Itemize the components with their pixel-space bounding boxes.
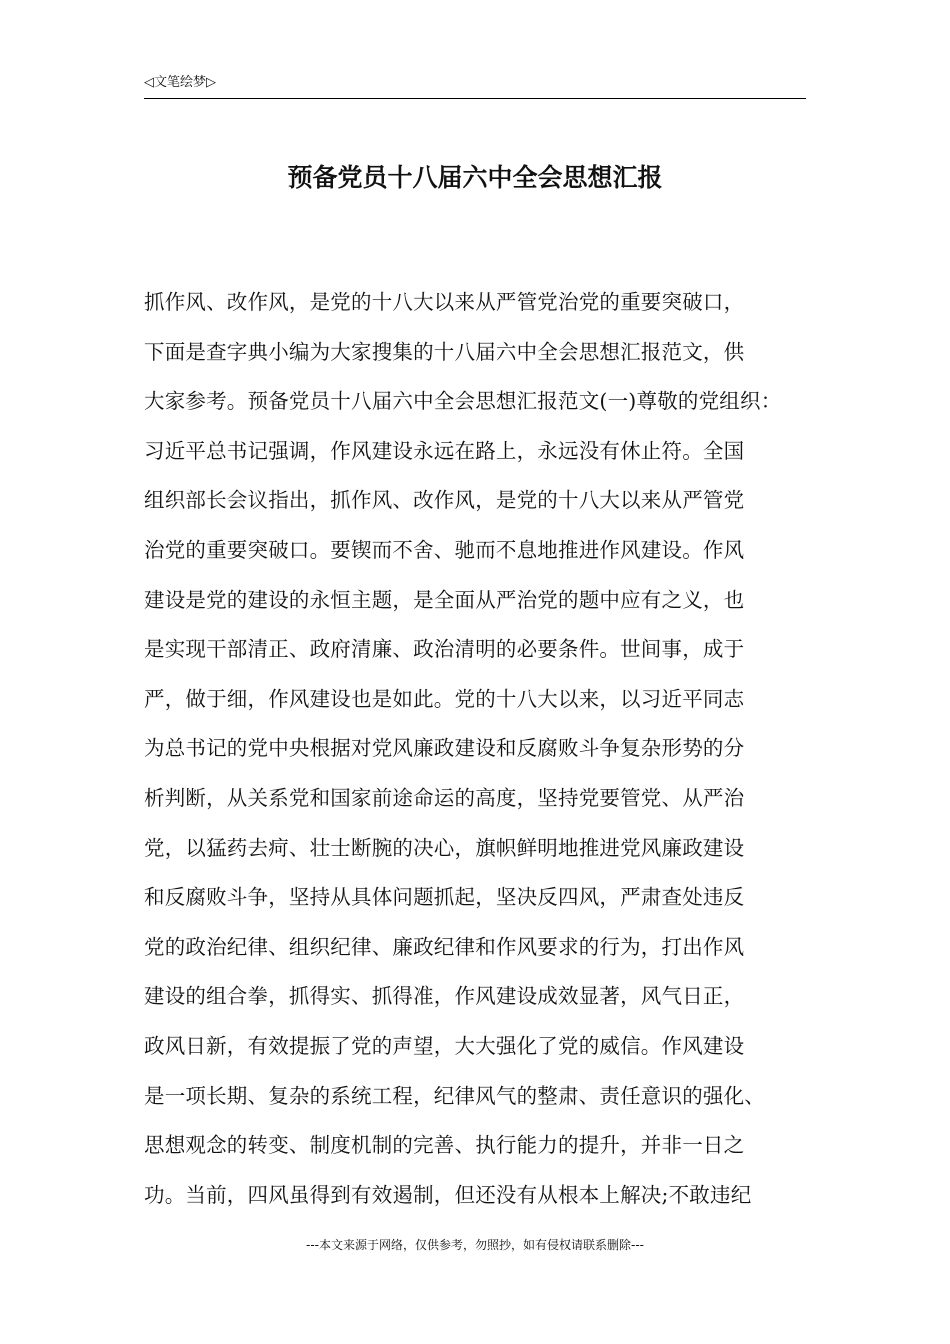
body-line: 大家参考。预备党员十八届六中全会思想汇报范文(一)尊敬的党组织：	[144, 389, 782, 414]
body-line: 析判断，从关系党和国家前途命运的高度，坚持党要管党、从严治	[144, 785, 745, 810]
body-line: 严，做于细，作风建设也是如此。党的十八大以来，以习近平同志	[144, 686, 745, 711]
page-header	[144, 74, 806, 99]
document-body	[144, 282, 824, 1224]
body-line: 治党的重要突破口。要锲而不舍、驰而不息地推进作风建设。作风	[144, 537, 745, 562]
body-line: 政风日新，有效提振了党的声望，大大强化了党的威信。作风建设	[144, 1033, 745, 1058]
body-line: 是一项长期、复杂的系统工程，纪律风气的整肃、责任意识的强化、	[144, 1083, 765, 1108]
body-line: 建设的组合拳，抓得实、抓得准，作风建设成效显著，风气日正，	[144, 984, 745, 1009]
body-line: 和反腐败斗争，坚持从具体问题抓起，坚决反四风，严肃查处违反	[144, 885, 745, 910]
body-line: 组织部长会议指出，抓作风、改作风，是党的十八大以来从严管党	[144, 488, 745, 513]
body-line: 思想观念的转变、制度机制的完善、执行能力的提升，并非一日之	[144, 1133, 745, 1158]
document-title: 预备党员十八届六中全会思想汇报	[287, 163, 663, 192]
body-line: 党，以猛药去疴、壮士断腕的决心，旗帜鲜明地推进党风廉政建设	[144, 835, 745, 860]
body-line: 建设是党的建设的永恒主题，是全面从严治党的题中应有之义，也	[144, 587, 745, 612]
body-line: 功。当前，四风虽得到有效遏制，但还没有从根本上解决;不敢违纪	[144, 1182, 752, 1207]
body-line: 党的政治纪律、组织纪律、廉政纪律和作风要求的行为，打出作风	[144, 934, 745, 959]
body-line: 抓作风、改作风，是党的十八大以来从严管党治党的重要突破口，	[144, 290, 745, 314]
body-line: 是实现干部清正、政府清廉、政治清明的必要条件。世间事，成于	[144, 637, 745, 662]
body-line: 下面是查字典小编为大家搜集的十八届六中全会思想汇报范文，供	[144, 339, 745, 364]
header-brand-text: ◁文笔绘梦▷	[144, 75, 216, 90]
body-line: 习近平总书记强调，作风建设永远在路上，永远没有休止符。全国	[144, 438, 745, 463]
body-line: 为总书记的党中央根据对党风廉政建设和反腐败斗争复杂形势的分	[144, 736, 745, 761]
page-footer-disclaimer: ---本文来源于网络，仅供参考，勿照抄，如有侵权请联系删除---	[306, 1238, 644, 1252]
